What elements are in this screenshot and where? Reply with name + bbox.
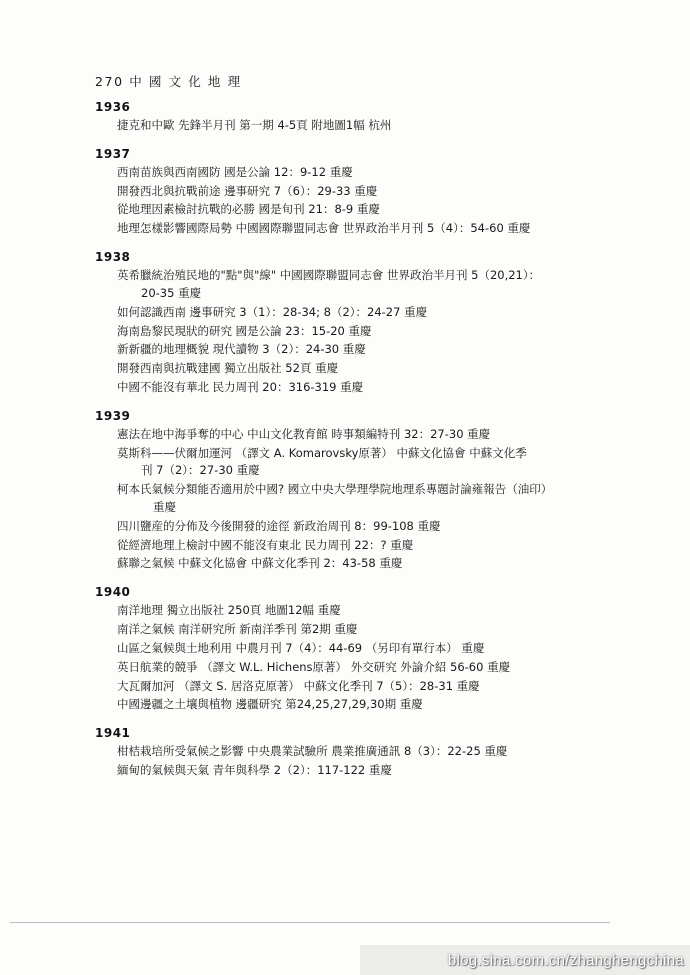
bibliography-entry bbox=[117, 678, 655, 696]
bibliography-body bbox=[95, 100, 655, 781]
entry-line: 開發西南與抗戰建國 獨立出版社 52頁 重慶 bbox=[117, 361, 339, 376]
year-entries bbox=[95, 267, 655, 397]
bibliography-entry bbox=[117, 696, 655, 714]
entry-line: 如何認識西南 邊事研究 3（1）：28-34; 8（2）：24-27 重慶 bbox=[117, 304, 428, 319]
year-entries bbox=[95, 602, 655, 714]
bibliography-entry bbox=[117, 445, 655, 481]
entry-line: 蘇聯之氣候 中蘇文化協會 中蘇文化季刊 2：43-58 重慶 bbox=[117, 556, 403, 571]
year-entries bbox=[95, 117, 655, 135]
bibliography-entry bbox=[117, 602, 655, 620]
watermark-text: blog.sina.com.cn/zhanghengchina bbox=[447, 952, 684, 969]
entry-line: 南洋地理 獨立出版社 250頁 地圖12幅 重慶 bbox=[117, 603, 341, 618]
year-entries bbox=[95, 164, 655, 238]
entry-line: 海南島黎民現狀的研究 國是公論 23：15-20 重慶 bbox=[117, 323, 372, 338]
entry-line-continued: 重慶 bbox=[153, 500, 176, 514]
entry-line: 緬甸的氣候與天氣 青年與科學 2（2）：117-122 重慶 bbox=[117, 762, 392, 777]
bibliography-entry bbox=[117, 323, 655, 341]
bibliography-entry bbox=[117, 220, 655, 238]
bibliography-entry bbox=[117, 659, 655, 677]
entry-line: 中國邊疆之土壤與植物 邊疆研究 第24,25,27,29,30期 重慶 bbox=[117, 697, 423, 712]
entry-line: 從經濟地理上檢討中國不能沒有東北 民力周刊 22：? 重慶 bbox=[117, 537, 414, 552]
entry-line-continued: 20-35 重慶 bbox=[141, 285, 202, 300]
bibliography-entry bbox=[117, 621, 655, 639]
year-heading: 1937 bbox=[95, 146, 131, 161]
bibliography-entry bbox=[117, 304, 655, 322]
entry-line: 地理怎樣影響國際局勢 中國國際聯盟同志會 世界政治半月刊 5（4）：54-60 重慶 bbox=[117, 221, 531, 236]
year-heading: 1940 bbox=[95, 585, 131, 600]
bibliography-entry bbox=[117, 743, 655, 761]
entry-line: 捷克和中歐 先鋒半月刊 第一期 4-5頁 附地圖1幅 杭州 bbox=[117, 118, 392, 132]
bibliography-entry bbox=[117, 555, 655, 573]
page-divider-rule bbox=[10, 922, 610, 923]
entry-line: 莫斯科——伏爾加運河 （譯文 A. Komarovsky原著） 中蘇文化協會 中蘇文化季 bbox=[117, 445, 527, 460]
entry-line: 四川鹽産的分佈及今後開發的途徑 新政治周刊 8：99-108 重慶 bbox=[117, 518, 441, 533]
entry-line: 英希臘統治殖民地的"點"與"線" 中國國際聯盟同志會 世界政治半月刊 5（20,21）： bbox=[117, 268, 541, 283]
bibliography-entry bbox=[117, 164, 655, 182]
entry-line: 西南苗族與西南國防 國是公論 12：9-12 重慶 bbox=[117, 164, 353, 179]
year-entries bbox=[95, 426, 655, 574]
bibliography-entry bbox=[117, 640, 655, 658]
bibliography-entry bbox=[117, 341, 655, 359]
entry-line: 從地理因素檢討抗戰的必勝 國是旬刊 21：8-9 重慶 bbox=[117, 202, 380, 217]
bibliography-entry bbox=[117, 183, 655, 201]
bibliography-entry bbox=[117, 117, 655, 135]
entry-line: 開發西北與抗戰前途 邊事研究 7（6）：29-33 重慶 bbox=[117, 183, 378, 198]
entry-line: 中國不能沒有華北 民力周刊 20：316-319 重慶 bbox=[117, 379, 364, 394]
bibliography-entry bbox=[117, 201, 655, 219]
year-heading: 1936 bbox=[95, 100, 131, 114]
year-entries bbox=[95, 743, 655, 780]
entry-line-continued: 刊 7（2）：27-30 重慶 bbox=[141, 463, 260, 478]
year-heading: 1941 bbox=[95, 726, 131, 741]
bibliography-entry bbox=[117, 762, 655, 780]
year-heading: 1939 bbox=[95, 408, 131, 423]
bibliography-entry bbox=[117, 481, 655, 517]
year-heading: 1938 bbox=[95, 250, 131, 265]
bibliography-entry bbox=[117, 267, 655, 303]
bibliography-entry bbox=[117, 537, 655, 555]
entry-line: 柯本氏氣候分類能否適用於中國? 國立中央大學理學院地理系專題討論雍報告（油印） bbox=[117, 482, 553, 497]
entry-line: 英日航業的競爭 （譯文 W.L. Hichens原著） 外交研究 外論介紹 56-60 重慶 bbox=[117, 659, 511, 674]
entry-line: 柑桔栽培所受氣候之影響 中央農業試驗所 農業推廣通訊 8（3）：22-25 重慶 bbox=[117, 744, 508, 759]
bibliography-entry bbox=[117, 518, 655, 536]
entry-line: 憲法在地中海爭奪的中心 中山文化教育館 時事類編特刊 32：27-30 重慶 bbox=[117, 426, 491, 441]
running-head: 270 中 國 文 化 地 理 bbox=[95, 74, 242, 89]
entry-line: 大瓦爾加河 （譯文 S. 居洛克原著） 中蘇文化季刊 7（5）：28-31 重慶 bbox=[117, 678, 480, 693]
bibliography-entry bbox=[117, 360, 655, 378]
bibliography-entry bbox=[117, 426, 655, 444]
entry-line: 南洋之氣候 南洋研究所 新南洋季刊 第2期 重慶 bbox=[117, 622, 358, 637]
entry-line: 山區之氣候與土地利用 中農月刊 7（4）：44-69 （另印有單行本） 重慶 bbox=[117, 640, 485, 655]
bibliography-entry bbox=[117, 379, 655, 397]
entry-line: 新新疆的地理概貌 現代讀物 3（2）：24-30 重慶 bbox=[117, 342, 366, 357]
